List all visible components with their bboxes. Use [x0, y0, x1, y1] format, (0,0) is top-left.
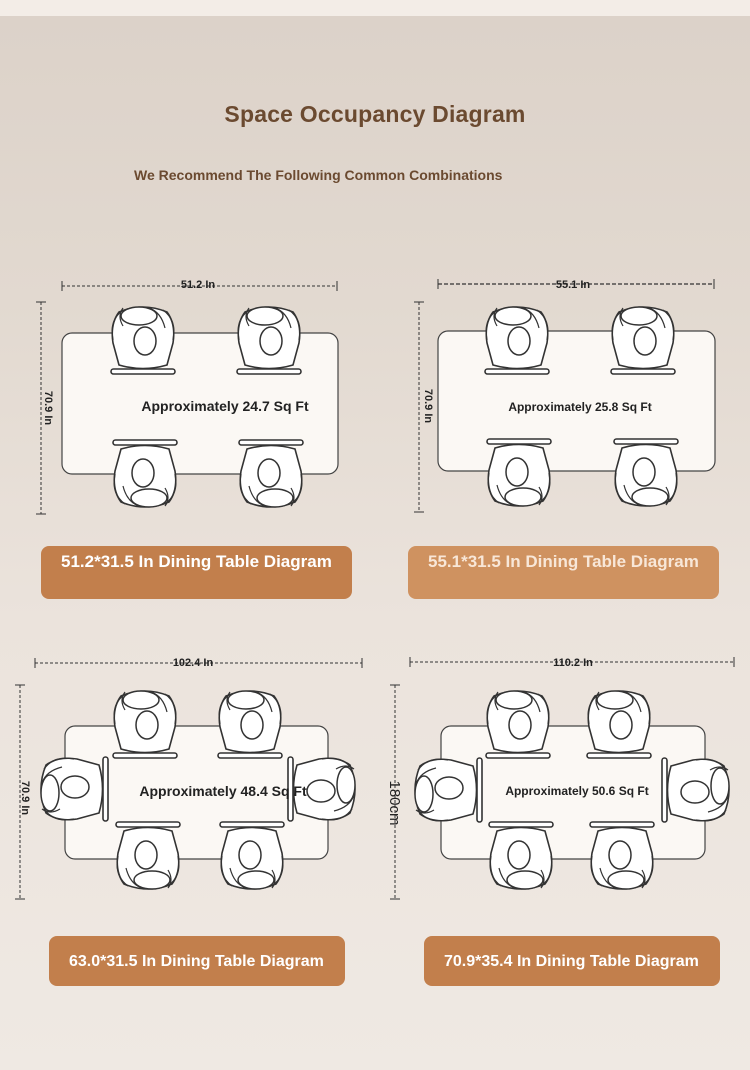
area-label-2: Approximately 25.8 Sq Ft	[508, 400, 652, 414]
height-label-2: 70.9 In	[422, 388, 434, 424]
width-label-4: 110.2 In	[553, 657, 593, 669]
caption-diagram-4: 70.9*35.4 In Dining Table Diagram	[424, 936, 720, 986]
area-label-4: Approximately 50.6 Sq Ft	[505, 784, 649, 798]
diagram-2	[414, 279, 715, 512]
page-title: Space Occupancy Diagram	[224, 101, 526, 127]
width-label-1: 51.2 In	[180, 279, 216, 291]
area-label-1: Approximately 24.7 Sq Ft	[141, 398, 309, 414]
area-label-3: Approximately 48.4 Sq Ft	[139, 783, 307, 799]
page-subtitle: We Recommend The Following Common Combinations	[134, 167, 503, 183]
caption-diagram-2: 55.1*31.5 In Dining Table Diagram	[408, 546, 719, 599]
caption-diagram-1: 51.2*31.5 In Dining Table Diagram	[41, 546, 352, 599]
diagram-3	[15, 657, 362, 899]
width-label-3: 102.4 In	[172, 657, 214, 669]
diagram-1	[36, 279, 338, 514]
height-label-4: 180cm	[386, 780, 403, 826]
height-label-1: 70.9 In	[42, 390, 54, 426]
diagram-4	[386, 657, 734, 899]
caption-diagram-3: 63.0*31.5 In Dining Table Diagram	[49, 936, 345, 986]
width-label-2: 55.1 In	[555, 279, 591, 291]
height-label-3: 70.9 In	[19, 780, 31, 816]
